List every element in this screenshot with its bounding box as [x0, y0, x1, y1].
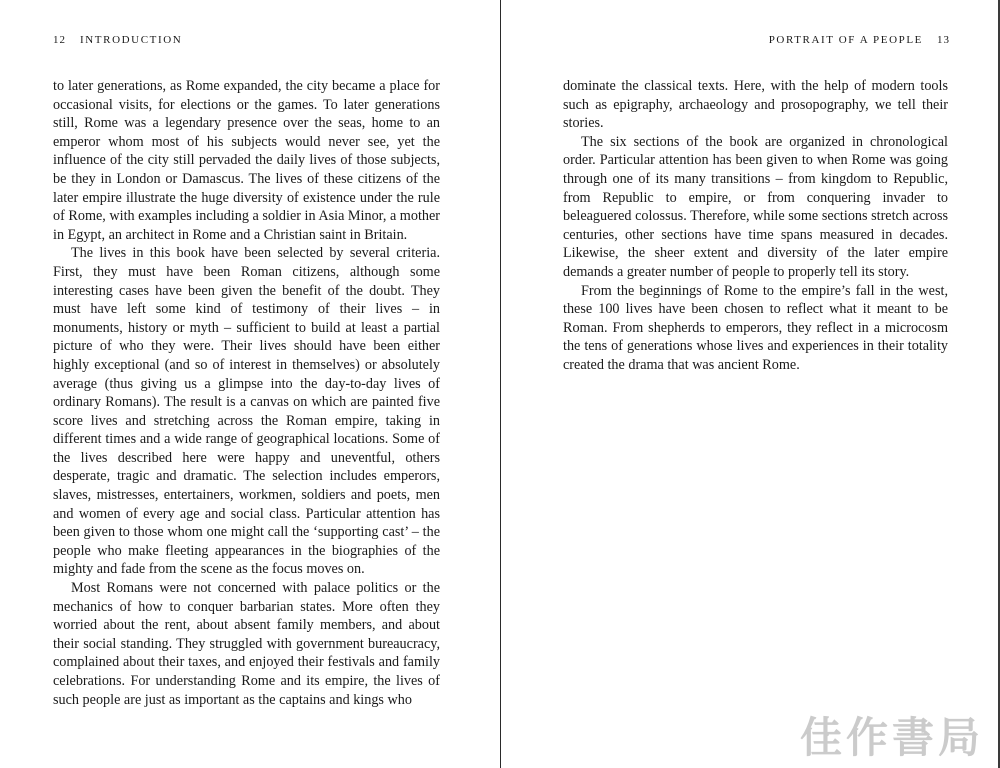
right-text-block — [563, 77, 948, 375]
right-paragraph-1: dominate the classical texts. Here, with the help of modern tools such as epigraphy, archaeology and prosopography, we tell their stories. — [563, 78, 948, 132]
right-running-head-title: PORTRAIT OF A PEOPLE — [768, 34, 923, 46]
left-running-head-title: INTRODUCTION — [80, 34, 183, 46]
right-paragraph-2: The six sections of the book are organized in chronological order. Particular attention has been given to when Rome was going through one of its many transitions – from kingdom to Republic, from Republic to empire, or from conquering invader to beleaguered colossus. Therefore, while some sections stretch across centuries, other sections have time spans measured in decades. Likewise, the sheer extent and diversity of the later empire demands a greater number of people to properly tell its story. — [563, 133, 948, 280]
left-paragraph-3: Most Romans were not concerned with palace politics or the mechanics of how to conquer barbarian states. More often they worried about the rent, about absent family members, and about their social standing. They struggled with government bureaucracy, complained about their taxes, and enjoyed their festivals and family celebrations. For understanding Rome and its empire, the lives of such people are just as important as the captains and kings who — [53, 580, 440, 708]
left-paragraph-2: The lives in this book have been selected by several criteria. First, they must have been Roman citizens, although some interesting cases have been given the benefit of the doubt. They must have left some kind of testimony of their lives – in monuments, history or myth – sufficient to build at least a partial picture of who they were. Their lives should have been either highly exceptional (and so of interest in themselves) or absolutely average (thus giving us a glimpse into the day-to-day lives of ordinary Romans). The result is a canvas on which are painted five score lives and stretching across the Roman empire, taking in different times and a wide range of geographical locations. Some of the lives described here were happy and uneventful, others desperate, tragic and dramatic. The selection includes emperors, slaves, mistresses, entertainers, workmen, soldiers and poets, men and women of every age and social class. Particular attention has been given to those whom one might call the ‘supporting cast’ – the people who make fleeting appearances in the biographies of the mighty and fade from the scene as the focus moves on. — [53, 245, 440, 578]
left-running-head — [53, 33, 182, 47]
right-page — [501, 0, 998, 768]
left-page-number: 12 — [53, 34, 66, 46]
right-paragraph-3: From the beginnings of Rome to the empire’s fall in the west, these 100 lives have been chosen to reflect what it meant to be Roman. From shepherds to emperors, they reflect in a microcosm the tens of generations whose lives and experiences in their totality created the drama that was ancient Rome. — [563, 282, 948, 373]
right-running-head — [769, 33, 950, 47]
publisher-watermark: 佳作書局 — [799, 713, 984, 762]
left-paragraph-1: to later generations, as Rome expanded, the city became a place for occasional visits, for elections or the games. To later generations still, Rome was a legendary presence over the seas, home to an emperor whom most of his subjects would never see, yet the influence of the city still pervaded the daily lives of those subjects, be they in London or Damascus. The lives of these citizens of the later empire illustrate the huge diversity of existence under the rule of Rome, with examples including a soldier in Asia Minor, a mother in Egypt, an architect in Rome and a Christian saint in Britain. — [53, 78, 440, 243]
left-text-block — [53, 77, 440, 709]
right-page-number: 13 — [937, 34, 950, 46]
